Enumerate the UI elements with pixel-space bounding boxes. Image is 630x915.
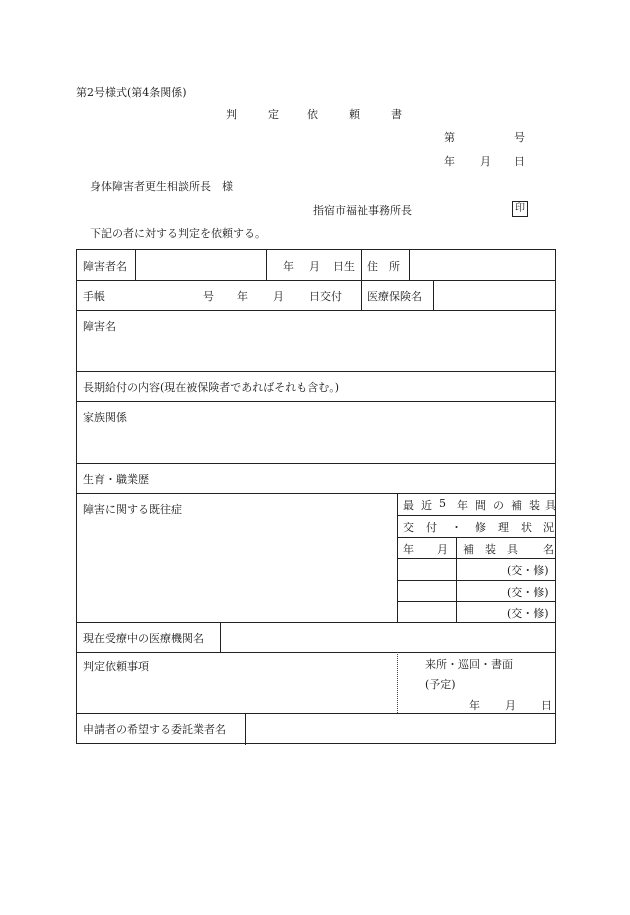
address-field[interactable] <box>413 253 551 278</box>
form-number: 第2号様式(第4条関係) <box>76 86 187 99</box>
document-date-line: 年 月 日 <box>444 155 525 168</box>
planned-date-label: 日 <box>541 699 552 712</box>
request-items-label: 判定依頼事項 <box>83 660 149 673</box>
document-number-line: 第 号 <box>444 131 525 144</box>
recipient: 身体障害者更生相談所長 様 <box>90 180 233 193</box>
intro-text: 下記の者に対する判定を依頼する。 <box>90 227 266 240</box>
title-char: 書 <box>391 108 402 121</box>
family-relationship-label: 家族関係 <box>83 411 127 424</box>
sender: 指宿市福祉事務所長 <box>313 204 412 217</box>
equipment-name-header: 名 <box>543 543 554 556</box>
equipment-status-1: (交・修) <box>507 564 549 577</box>
equipment-date-header: 月 <box>437 543 448 556</box>
title-char: 依 <box>307 108 318 121</box>
handbook-issue-label: 日交付 <box>309 290 342 303</box>
current-hospital-label: 現在受療中の医療機関名 <box>83 632 204 645</box>
address-label: 住 所 <box>367 260 400 273</box>
handbook-label: 手帳 <box>83 290 105 303</box>
title-char: 頼 <box>349 108 360 121</box>
title-char: 判 <box>226 108 237 121</box>
equipment-status-heading: 況 <box>543 521 554 534</box>
request-form: 障害者名 年 月 日生 住 所 手帳 号 年 月 日交付 医療保険名 障害名 長期給付の内容(現在被保険者であればそれも含む。) 家族関係 生育・職業歴 障害に関する既往症 最 近 5 年 間 の 補 装 具 交 付 ・ 修 理 状 況 年 月 補 装 具 名 (交・修) (交・修) (交・修) 現在受療中の医療機関名 判定依頼事項 来所・巡回・書面 (予定) 年 月 日 申請者の希望する委託業者名 <box>76 249 556 744</box>
equipment-status-3: (交・修) <box>507 607 549 620</box>
equipment-heading: 具 <box>545 499 556 512</box>
disability-name-label: 障害名 <box>83 320 116 333</box>
upbringing-career-label: 生育・職業歴 <box>83 473 149 486</box>
current-hospital-field[interactable] <box>224 625 551 650</box>
medical-insurance-field[interactable] <box>437 283 551 308</box>
birthdate-label: 日生 <box>333 260 355 273</box>
medical-insurance-label: 医療保険名 <box>367 290 422 303</box>
title-char: 定 <box>268 108 279 121</box>
disabled-person-name-field[interactable] <box>139 253 263 278</box>
planned-label: (予定) <box>425 678 456 691</box>
seal-mark: 印 <box>512 201 528 217</box>
contractor-field[interactable] <box>249 716 551 741</box>
visit-method-options: 来所・巡回・書面 <box>425 658 513 671</box>
past-illness-label: 障害に関する既往症 <box>83 503 182 516</box>
contractor-label: 申請者の希望する委託業者名 <box>83 723 226 736</box>
long-term-benefit-label: 長期給付の内容(現在被保険者であればそれも含む。) <box>83 381 340 394</box>
disabled-person-name-label: 障害者名 <box>83 260 127 273</box>
equipment-status-2: (交・修) <box>507 586 549 599</box>
document-title <box>0 106 630 122</box>
